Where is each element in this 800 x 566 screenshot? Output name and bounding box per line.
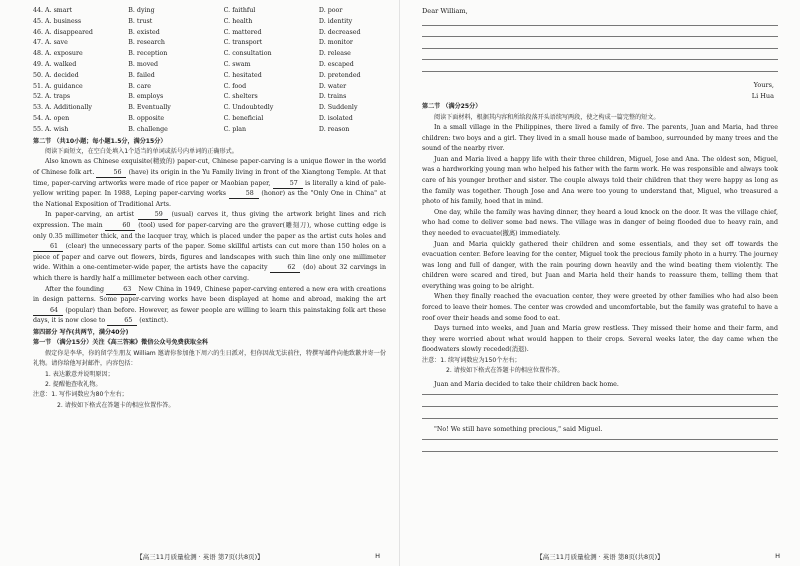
option-cell: 44. A. smart	[33, 7, 73, 14]
option-cell: D. monitor	[318, 39, 353, 47]
writing-point-2: 2. 提醒他查收礼物。	[45, 380, 102, 388]
story-paragraph-1: In a small village in the Philippines, there lived a family of five. The parents, Juan and Maria, had three children: two boys and a girl. They lived in a small house made of bamboo, surrounded by many trees and the sound of the nearby river.	[422, 123, 778, 153]
option-cell: 45. A. business	[33, 17, 82, 25]
cloze-options-table	[33, 6, 386, 136]
option-cell: 53. A. Additionally	[33, 104, 92, 112]
option-cell: B. failed	[128, 71, 155, 79]
option-cell: C. swam	[223, 60, 251, 68]
option-cell: C. faithful	[223, 7, 256, 14]
option-row	[33, 6, 386, 17]
option-row	[33, 38, 386, 49]
option-cell: D. trains	[318, 93, 347, 101]
blank-58[interactable]: 58	[229, 190, 259, 199]
option-row	[33, 103, 386, 114]
blank-61[interactable]: 61	[33, 243, 63, 252]
option-cell: B. opposite	[128, 114, 165, 122]
page-right	[400, 0, 800, 566]
option-cell: 52. A. traps	[33, 93, 71, 101]
writing-note-2: 2. 请按如下格式在答题卡的相应位置作答。	[57, 401, 175, 409]
grammar-instructions: 阅读下面短文，在空白处填入1个适当的单词或括号内单词的正确形式。	[45, 147, 238, 155]
paragraph-opener-1: Juan and Maria decided to take their children back home.	[434, 380, 619, 388]
continuation-note-1: 注意：1. 续写词数应为150个左右；	[422, 357, 521, 365]
story-paragraph-3: One day, while the family was having dinner, they heard a loud knock on the door. It was the village chief, who had come to deliver some bad news. The village was in danger of being flooded due to heavy rain, and they needed to evacuate(撤离) immediately.	[422, 208, 778, 237]
option-cell: 48. A. exposure	[33, 50, 83, 58]
option-cell: B. employs	[128, 93, 164, 101]
footer-left-text: 【高三11月质量检测 · 英语 第7页(共8页)】	[136, 553, 264, 561]
footer-right-text: 【高三11月质量检测 · 英语 第8页(共8页)】	[536, 553, 664, 561]
writing-part-heading: 第四部分 写作(共两节，满分40分)	[33, 328, 129, 336]
blank-57[interactable]: 57	[273, 180, 303, 189]
option-cell: 50. A. decided	[33, 71, 79, 79]
option-cell: B. research	[128, 39, 165, 47]
option-cell: D. decreased	[318, 28, 361, 36]
option-cell: B. reception	[128, 50, 168, 58]
option-cell: B. challenge	[128, 125, 168, 133]
option-cell: D. poor	[318, 7, 343, 14]
letter-closing: Yours,	[753, 80, 774, 89]
writing-line[interactable]	[422, 71, 778, 72]
option-cell: 49. A. walked	[33, 60, 77, 68]
option-cell: C. Undoubtedly	[223, 104, 274, 112]
writing-line[interactable]	[422, 59, 778, 60]
option-cell: D. release	[318, 50, 351, 58]
option-cell: C. plan	[223, 125, 247, 133]
option-cell: C. consultation	[223, 50, 272, 58]
blank-60[interactable]: 60	[105, 222, 135, 231]
writing-line[interactable]	[422, 36, 778, 37]
blank-65[interactable]: 65	[107, 317, 137, 326]
story-paragraph-5: When they finally reached the evacuation center, they were greeted by other families who had also been forced to leave their homes. The center was crowded and uncomfortable, but the family was grateful to have a roof over their heads and some food to eat.	[422, 293, 778, 322]
blank-64[interactable]: 64	[33, 307, 63, 316]
option-row	[33, 49, 386, 60]
grammar-paragraph-2: In paper-carving, an artist 59 (usual) carves it, thus giving the artwork bright lines and rich expression. The main 60 (tool) used for paper-carving are the graver(雕刻刀), whose cutting edge is only 0.35 millimeter thick, and the lacquer tray, which is placed under the paper as the artist cuts holes and 61 (clear) the unnecessary parts of the paper. Some skillful artists can cut more than 150 holes on a piece of paper and carve out flowers, birds, figures and landscapes with such thin line only one millimeter wide. Within a one-centimeter-wide paper, the artists have the capacity 62 (do) about 32 carvings in which there is hardly half a millimeter between each other carving.	[33, 211, 386, 282]
blank-56[interactable]: 56	[96, 169, 126, 178]
writing-line[interactable]	[422, 48, 778, 49]
option-row	[33, 125, 386, 136]
option-cell: D. identity	[318, 17, 353, 25]
option-cell: 51. A. guidance	[33, 82, 83, 90]
option-cell: B. Eventually	[128, 104, 171, 112]
option-row	[33, 82, 386, 93]
story-paragraph-2: Juan and Maria lived a happy life with their three children, Miguel, Jose and Ana. The oldest son, Miguel, was a hardworking young man who helped his father with the farm work. He was responsible and always took care of his younger brother and sister. The couple always told their children that they were happy as long as the family was together. Though Jose and Ana were too young to understand that, Miguel, who treasured a photo of his family, hoed that in mind.	[422, 155, 778, 206]
footer-right-mark: H	[775, 552, 780, 560]
option-cell: C. beneficial	[223, 114, 264, 122]
writing-section-1-heading: 第一节 （满分15分）关注《高三答案》微信公众号免费获取全科	[33, 339, 209, 347]
writing-point-1: 1. 表达歉意并说明原因；	[45, 370, 114, 378]
writing-note-1: 注意：1. 写作词数应为80个左右；	[33, 391, 128, 399]
letter-signature: Li Hua	[751, 91, 774, 100]
option-cell: C. mattered	[223, 28, 262, 36]
option-cell: D. escaped	[318, 60, 354, 68]
footer-left-mark: H	[375, 552, 380, 560]
paragraph-opener-2: "No! We still have something precious," said Miguel.	[434, 425, 603, 433]
writing-line[interactable]	[422, 25, 778, 26]
option-cell: 46. A. disappeared	[33, 28, 93, 36]
option-cell: B. dying	[128, 7, 155, 14]
continuation-note-2: 2. 请按如下格式在答题卡的相应位置作答。	[446, 367, 564, 375]
option-row	[33, 17, 386, 28]
story-paragraph-6: Days turned into weeks, and Juan and Maria grew restless. They missed their home and their farm, and they were worried about what would happen to their crops. Several weeks later, the day came when the floodwaters slowly receded(消退).	[422, 325, 778, 354]
option-cell: 47. A. save	[33, 39, 68, 47]
writing-line[interactable]	[422, 406, 778, 407]
option-cell: C. shelters	[223, 93, 258, 101]
grammar-paragraph-3: After the founding 63 New China in 1949, Chinese paper-carving entered a new era with creations in design patterns. Some paper-carving works have been displayed at home and abroad, making the art 64 (popular) than before. However, as fewer people are willing to learn this painstaking folk art these days, it is now close to 65 (extinct).	[33, 285, 387, 325]
writing-line[interactable]	[422, 394, 778, 395]
writing-line[interactable]	[422, 451, 778, 452]
option-cell: C. food	[223, 82, 247, 90]
option-cell: C. hesitated	[223, 71, 262, 79]
option-cell: B. care	[128, 82, 151, 90]
writing-line[interactable]	[422, 439, 778, 440]
blank-62[interactable]: 62	[270, 264, 300, 273]
option-cell: D. isolated	[318, 114, 353, 122]
option-cell: D. pretended	[318, 71, 361, 79]
grammar-section-heading: 第二节 （共10小题；每小题1.5分，满分15分）	[33, 137, 167, 145]
continuation-section-heading: 第二节 （满分25分）	[422, 103, 482, 111]
option-cell: B. moved	[128, 60, 159, 68]
option-row	[33, 60, 386, 71]
blank-59[interactable]: 59	[138, 211, 168, 220]
writing-task: 假定你是李华，你的留学生朋友 William 邀请你参加他下周六的生日派对，但你因故无法前往，特撰写邮件向他致歉并寄一份礼物。请你给他写封邮件，内容包括：	[33, 349, 386, 368]
option-cell: C. health	[223, 17, 253, 25]
option-cell: C. transport	[223, 39, 263, 47]
option-row	[33, 114, 386, 125]
option-row	[33, 28, 386, 39]
option-cell: 55. A. wish	[33, 125, 69, 133]
blank-63[interactable]: 63	[106, 286, 136, 295]
story-paragraph-4: Juan and Maria quickly gathered their children and some essentials, and they set off towards the evacuation center. Before leaving for the center, Miguel took the precious family photo in a hurry. The journey was long and full of danger, with the rain pouring down heavily and the wind beating them violently. The children were scared and tired, but Juan and Maria held their hands to reassure them, telling them that everything was going to be alright.	[422, 240, 778, 290]
continuation-instructions: 阅读下面材料，根据其内容和所给段落开头语续写两段，使之构成一篇完整的短文。	[434, 113, 660, 121]
option-row	[33, 71, 386, 82]
option-cell: D. reason	[318, 125, 350, 133]
option-row	[33, 92, 386, 103]
option-cell: D. water	[318, 82, 347, 90]
option-cell: B. trust	[128, 17, 153, 25]
option-cell: D. Suddenly	[318, 104, 358, 112]
option-cell: 54. A. open	[33, 114, 70, 122]
option-cell: B. existed	[128, 28, 160, 36]
grammar-paragraph-1: Also known as Chinese exquisite(精致的) paper-cut, Chinese paper-carving is a unique flower in the world of Chinese folk art. 56 (have) its origin in the Yu Family living in front of the Xiangtong Temple. At that time, paper-carving artworks were made of rice paper or Maobian paper, 57 is literally a kind of pale-yellow writing paper. In 1988, Leping paper-carving works 58 (honor) as the "Only One in China" at the National Exposition of Traditional Arts.	[33, 158, 386, 208]
letter-greeting: Dear William,	[422, 7, 468, 15]
writing-line[interactable]	[422, 418, 778, 419]
